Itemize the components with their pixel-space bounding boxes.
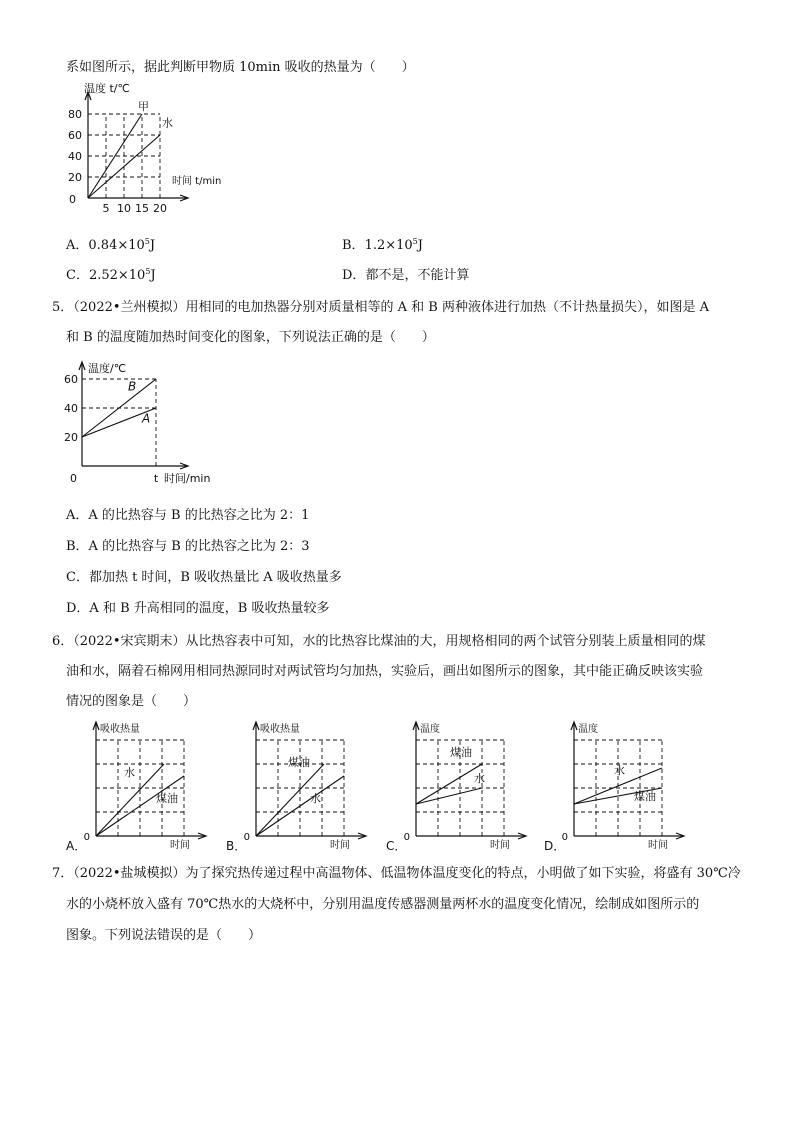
- q5-stem-line2: 和 B 的温度随加热时间变化的图象，下列说法正确的是（ ）: [66, 330, 435, 345]
- y-tick-label: 60: [68, 129, 82, 142]
- q4-option-a[interactable]: A．$0.84\times 10^5J$: [66, 237, 156, 253]
- lower-line-label: 水: [310, 792, 321, 805]
- x-tick-label: 20: [153, 202, 167, 215]
- series-line-b: [82, 379, 156, 437]
- y-axis-label: 吸收热量: [260, 724, 300, 735]
- q5-graph: [58, 354, 238, 486]
- q4-option-c[interactable]: C．$2.52\times 10^5J$: [66, 267, 156, 283]
- origin-label: 0: [69, 193, 76, 206]
- q4-graph: [60, 84, 250, 224]
- y-tick-label: 40: [68, 150, 82, 163]
- y-tick-label: 80: [68, 108, 82, 121]
- q6-stem-line2: 油和水，隔着石棉网用相同热源同时对两试管均匀加热，实验后，画出如图所示的图象，其中能正确反映该实验: [66, 664, 704, 679]
- series-label-a: A: [142, 411, 151, 426]
- lower-line-label: 煤油: [156, 792, 178, 805]
- upper-line-label: 水: [124, 766, 135, 779]
- x-axis-label: 时间 t/min: [172, 176, 222, 187]
- x-axis-label: 时间: [490, 840, 510, 851]
- q6-graph-c: [386, 722, 526, 853]
- origin-label: 0: [83, 832, 90, 843]
- y-axis-label: 温度: [578, 724, 598, 735]
- y-axis-label: 温度/℃: [88, 362, 127, 375]
- q5-stem-line1: 5．（2022•兰州模拟）用相同的电加热器分别对质量相等的 A 和 B 两种液体进行加热（不计热量损失），如图是 A: [52, 300, 710, 315]
- origin-label: 0: [70, 472, 77, 485]
- y-axis-label: 温度 t/℃: [84, 82, 130, 95]
- upper-line: [416, 764, 482, 804]
- y-tick-label: 60: [64, 373, 78, 386]
- origin-label: 0: [561, 832, 568, 843]
- upper-line-label: 煤油: [450, 746, 472, 759]
- lower-line-label: 水: [474, 772, 485, 785]
- q6-graph-d: [544, 722, 684, 853]
- q4-option-b[interactable]: B．$1.2\times 10^5J$: [342, 237, 423, 253]
- x-axis-label: 时间: [330, 840, 350, 851]
- y-axis-label: 温度: [420, 724, 440, 735]
- upper-line-label: 水: [614, 764, 625, 777]
- q7-stem-line1: 7．（2022•盐城模拟）为了探究热传递过程中高温物体、低温物体温度变化的特点，小明做了如下实验，将盛有 30℃冷: [52, 866, 741, 881]
- option-letter: A．: [66, 839, 87, 853]
- series-label-shui: 水: [162, 116, 173, 130]
- x-tick-label: 10: [117, 202, 131, 215]
- q5-option-d[interactable]: D．A 和 B 升高相同的温度，B 吸收热量较多: [66, 601, 330, 616]
- x-tick-label: 15: [135, 202, 149, 215]
- x-tick-label: 5: [102, 202, 110, 215]
- q6-graph-a: [66, 722, 206, 853]
- x-axis-label: 时间: [648, 840, 668, 851]
- q4-option-d[interactable]: D．都不是，不能计算: [342, 268, 470, 283]
- y-tick-label: 20: [68, 171, 82, 184]
- y-axis-label: 吸收热量: [100, 724, 140, 735]
- t-label: t: [153, 472, 159, 485]
- q6-graph-b: [226, 722, 366, 853]
- series-label-b: B: [128, 379, 137, 394]
- q6-stem-line1: 6．（2022•宋宾期末）从比热容表中可知，水的比热容比煤油的大，用规格相同的两个试管分别装上质量相同的煤: [52, 634, 706, 649]
- origin-label: 0: [243, 832, 250, 843]
- q7-stem-line3: 图象。下列说法错误的是（ ）: [66, 928, 262, 943]
- option-letter: B．: [226, 839, 247, 853]
- q5-option-a[interactable]: A．A 的比热容与 B 的比热容之比为 2：1: [66, 508, 310, 523]
- q6-graphs: [60, 718, 700, 858]
- q5-option-b[interactable]: B．A 的比热容与 B 的比热容之比为 2：3: [66, 539, 310, 554]
- q4-stem: 系如图所示，据此判断甲物质 10min 吸收的热量为（ ）: [66, 60, 415, 75]
- option-letter: D．: [544, 839, 566, 853]
- series-label-jia: 甲: [138, 100, 149, 113]
- q5-option-c[interactable]: C．都加热 t 时间，B 吸收热量比 A 吸收热量多: [66, 570, 342, 585]
- origin-label: 0: [403, 832, 410, 843]
- q6-stem-line3: 情况的图象是（ ）: [66, 694, 197, 709]
- y-tick-label: 40: [64, 402, 78, 415]
- lower-line-label: 煤油: [634, 790, 656, 803]
- option-letter: C．: [386, 839, 407, 853]
- q7-stem-line2: 水的小烧杯放入盛有 70℃热水的大烧杯中，分别用温度传感器测量两杯水的温度变化情况，绘制成如图所示的: [66, 897, 700, 912]
- x-axis-label: 时间: [170, 840, 190, 851]
- y-tick-label: 20: [64, 431, 78, 444]
- upper-line-label: 煤油: [288, 756, 310, 769]
- x-axis-label: 时间/min: [164, 472, 211, 485]
- lower-line: [416, 788, 482, 804]
